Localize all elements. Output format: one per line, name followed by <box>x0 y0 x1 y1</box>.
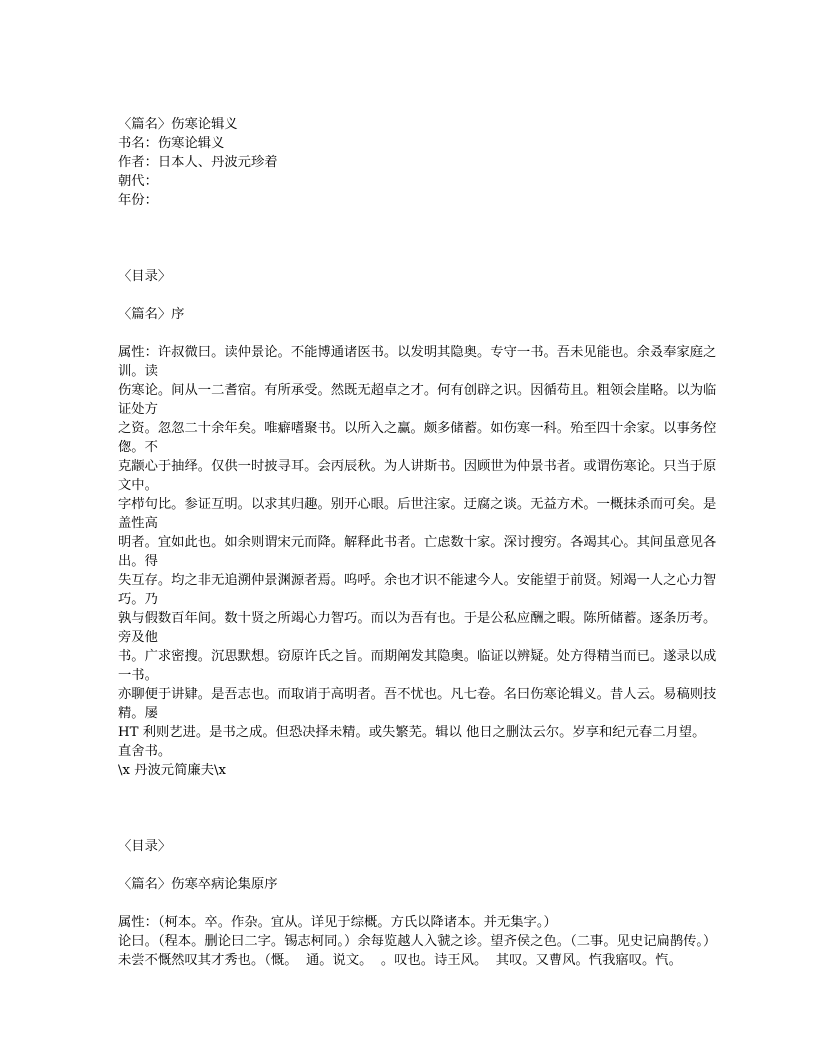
body-line: 伤寒论。间从一二耆宿。有所承受。然既无超卓之才。何有创辟之识。因循苟且。粗领会崖略。以为临证处方 <box>118 383 717 417</box>
body-line: 明者。宜如此也。如余则谓宋元而降。解释此书者。亡虑数十家。深讨搜穷。各竭其心。其间虽意见各出。得 <box>118 535 717 569</box>
toc-heading: 〈目录〉 <box>118 839 172 854</box>
author-line: 作者：日本人、丹波元珍着 <box>118 155 278 170</box>
spacer <box>118 210 718 267</box>
document-page <box>118 115 718 970</box>
body-line: 亦聊便于讲肄。是吾志也。而取诮于高明者。吾不忧也。凡七卷。名曰伤寒论辑义。昔人云。易稿则技精。屡 <box>118 687 717 721</box>
body-line: 未尝不慨然叹其才秀也。（慨。 通。说文。 。叹也。诗王风。 其叹。又曹风。忾我寤叹。忾。 <box>118 953 682 968</box>
body-line: 属性：许叔微曰。读仲景论。不能博通诸医书。以发明其隐奥。专守一书。吾未见能也。余叒奉家庭之训。读 <box>118 345 717 379</box>
spacer <box>118 856 718 875</box>
preface-body <box>118 343 718 780</box>
body-line: 之资。忽忽二十余年矣。唯癖嗜聚书。以所入之赢。颇多储蓄。如伤寒一科。殆至四十余家。以事务倥偬。不 <box>118 421 717 455</box>
dynasty-line: 朝代： <box>118 174 158 189</box>
body-line: 属性：（柯本。卒。作杂。宜从。详见于综概。方氏以降诸本。并无集字。） <box>118 915 557 930</box>
body-line: 孰与假数百年间。数十贤之所竭心力智巧。而以为吾有也。于是公私应酬之暇。陈所储蓄。逐条历考。旁及他 <box>118 611 717 645</box>
body-line: 论曰。（程本。删论曰二字。锡志柯同。）余每览越人入虢之诊。望齐侯之色。（二事。见史记扁鹊传。） <box>118 934 717 949</box>
year-line: 年份： <box>118 193 158 208</box>
body-line: 书。广求密搜。沉思默想。窃原许氏之旨。而期阐发其隐奥。临证以辨疑。处方得精当而已。遂录以成一书。 <box>118 649 717 683</box>
section-chapter-title: 〈篇名〉序 <box>118 307 185 322</box>
toc-heading: 〈目录〉 <box>118 269 172 284</box>
book-title: 书名：伤寒论辑义 <box>118 136 225 151</box>
spacer <box>118 894 718 913</box>
spacer <box>118 780 718 837</box>
section-chapter-title: 〈篇名〉伤寒卒病论集原序 <box>118 877 278 892</box>
spacer <box>118 286 718 305</box>
chapter-title: 〈篇名〉伤寒论辑义 <box>118 117 238 132</box>
body-line: 克颛心于抽绎。仅供一时披寻耳。会丙辰秋。为人讲斯书。因顾世为仲景书者。或谓伤寒论。只当于原文中。 <box>118 459 717 493</box>
body-line: HT 利则艺进。是书之成。但恐决择未精。或失繁芜。辑以 他日之删汰云尔。岁享和纪元春二月望。直舍书。 <box>118 725 706 759</box>
body-line: 失互存。均之非无追溯仲景渊源者焉。呜呼。余也才识不能逮今人。安能望于前贤。矧竭一人之心力智巧。乃 <box>118 573 717 607</box>
signature-line: \x 丹波元简廉夫\x <box>118 763 226 778</box>
spacer <box>118 324 718 343</box>
original-preface-body <box>118 913 718 970</box>
body-line: 字栉句比。参证互明。以求其归趣。别开心眼。后世注家。迂腐之谈。无益方术。一概抹杀而可矣。是盖性高 <box>118 497 717 531</box>
